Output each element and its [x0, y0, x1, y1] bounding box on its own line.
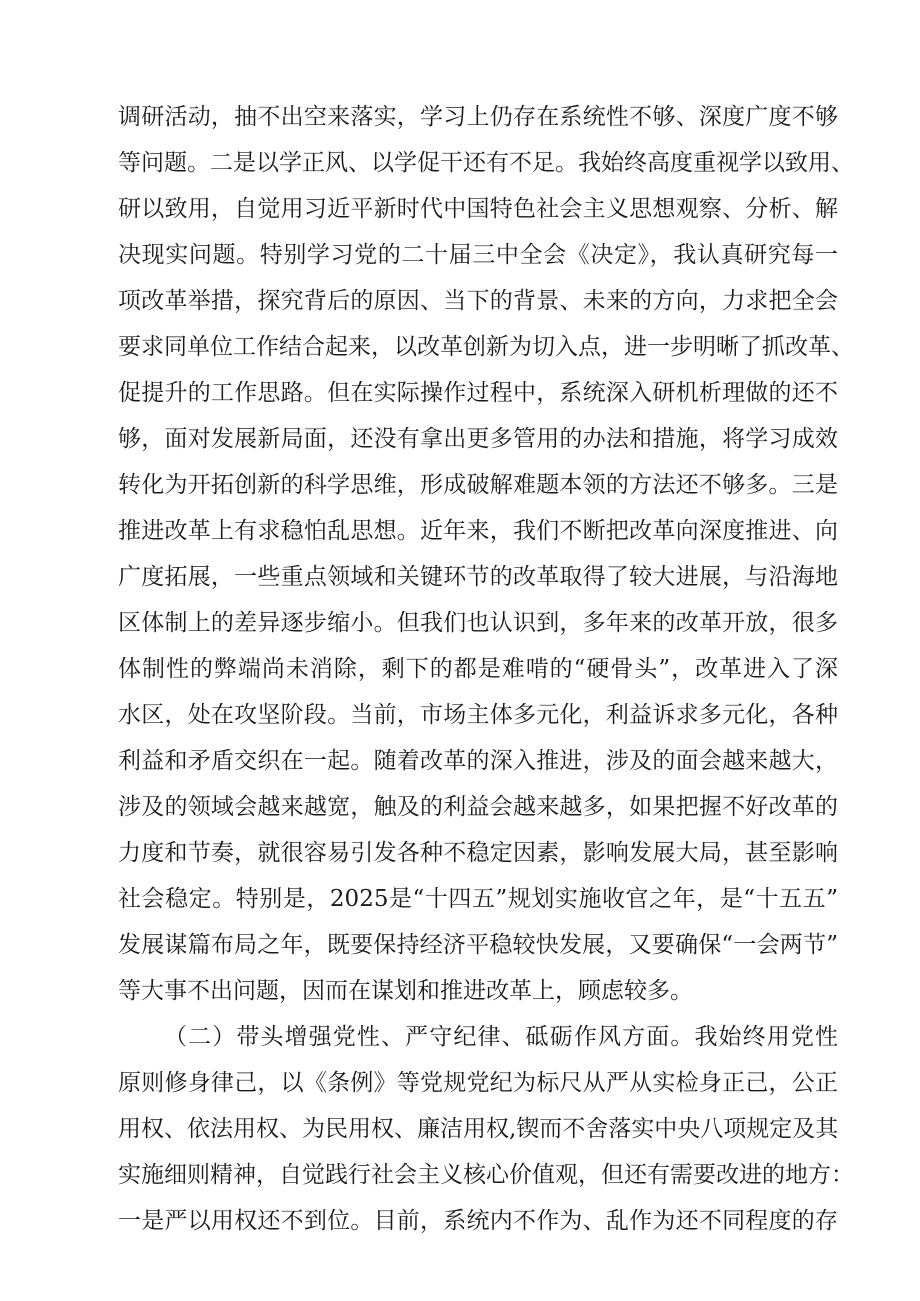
paragraph-line: 推进改革上有求稳怕乱思想。近年来，我们不断把改革向深度推进、向: [118, 518, 838, 544]
paragraph-line: 水区，处在攻坚阶段。当前，市场主体多元化，利益诉求多元化，各种: [118, 702, 838, 728]
paragraph-line: 等问题。二是以学正风、以学促干还有不足。我始终高度重视学以致用、: [118, 150, 854, 176]
paragraph-line: 发展谋篇布局之年，既要保持经济平稳较快发展，又要确保“一会两节”: [118, 932, 838, 958]
paragraph-line: 广度拓展，一些重点领域和关键环节的改革取得了较大进展，与沿海地: [118, 564, 838, 590]
paragraph-line: 体制性的弊端尚未消除，剩下的都是难啃的“硬骨头”，改革进入了深: [118, 656, 838, 682]
paragraph-end-line: 等大事不出问题，因而在谋划和推进改革上，顾虑较多。: [118, 978, 693, 1004]
paragraph-line: 够，面对发展新局面，还没有拿出更多管用的办法和措施，将学习成效: [118, 426, 838, 452]
paragraph-line: 促提升的工作思路。但在实际操作过程中，系统深入研机析理做的还不: [118, 380, 838, 406]
paragraph-line: 原则修身律己，以《条例》等党规党纪为标尺从严从实检身正己，公正: [118, 1070, 838, 1096]
paragraph-line: 利益和矛盾交织在一起。随着改革的深入推进，涉及的面会越来越大，: [118, 748, 838, 774]
paragraph-line: 转化为开拓创新的科学思维，形成破解难题本领的方法还不够多。三是: [118, 472, 838, 498]
paragraph-line: 要求同单位工作结合起来，以改革创新为切入点，进一步明晰了抓改革、: [118, 334, 854, 360]
paragraph-line: 实施细则精神，自觉践行社会主义核心价值观，但还有需要改进的地方：: [118, 1162, 854, 1188]
paragraph-line: 用权、依法用权、为民用权、廉洁用权,锲而不舍落实中央八项规定及其: [118, 1116, 839, 1142]
paragraph-line: 涉及的领域会越来越宽，触及的利益会越来越多，如果把握不好改革的: [118, 794, 838, 820]
paragraph-line: 项改革举措，探究背后的原因、当下的背景、未来的方向，力求把全会: [118, 288, 838, 314]
section-heading-line: （二）带头增强党性、严守纪律、砥砺作风方面。我始终用党性: [164, 1024, 838, 1050]
paragraph-line: 区体制上的差异逐步缩小。但我们也认识到，多年来的改革开放，很多: [118, 610, 838, 636]
paragraph-line: 社会稳定。特别是，2025是“十四五”规划实施收官之年，是“十五五”: [118, 886, 838, 912]
paragraph-line: 一是严以用权还不到位。目前，系统内不作为、乱作为还不同程度的存: [118, 1208, 838, 1234]
paragraph-line: 力度和节奏，就很容易引发各种不稳定因素，影响发展大局，甚至影响: [118, 840, 838, 866]
paragraph-line: 调研活动，抽不出空来落实，学习上仍存在系统性不够、深度广度不够: [118, 104, 838, 130]
paragraph-line: 决现实问题。特别学习党的二十届三中全会《决定》，我认真研究每一: [118, 242, 838, 268]
paragraph-line: 研以致用，自觉用习近平新时代中国特色社会主义思想观察、分析、解: [118, 196, 838, 222]
